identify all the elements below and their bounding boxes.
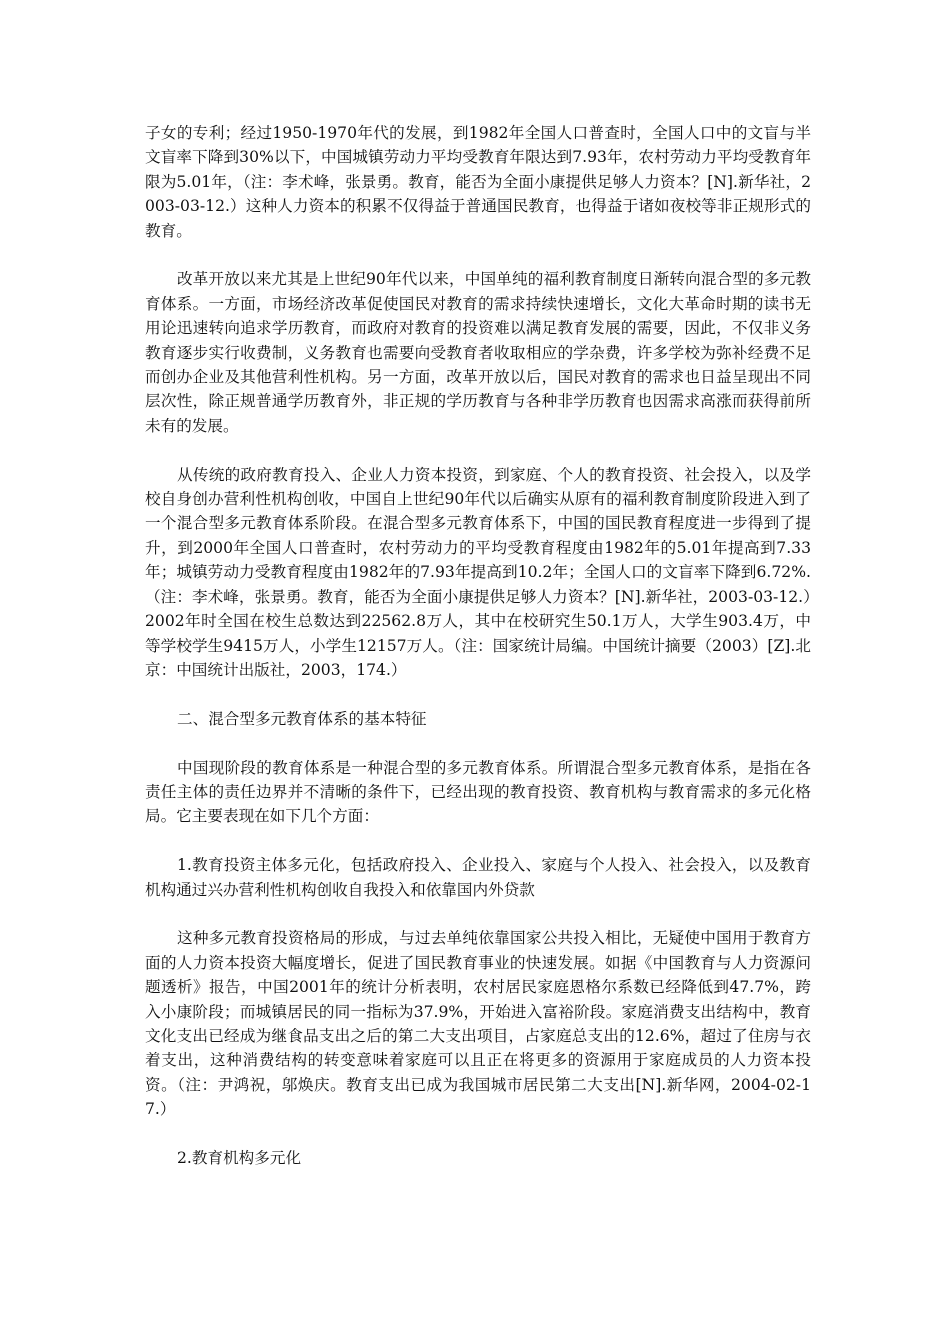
paragraph-household-spending: 这种多元教育投资格局的形成，与过去单纯依靠国家公共投入相比，无疑使中国用于教育方面的人力资本投资大幅度增长，促进了国民教育事业的快速发展。如据《中国教育与人力资源问题透析》报告，中国2001年的统计分析表明，农村居民家庭恩格尔系数已经降低到47.7%，跨入小康阶段；而城镇居民的同一指标为37.9%，开始进入富裕阶段。家庭消费支出结构中，教育文化支出已经成为继食品支出之后的第二大支出项目，占家庭总支出的12.6%，超过了住房与衣着支出，这种消费结构的转变意味着家庭可以且正在将更多的资源用于家庭成员的人力资本投资。（注：尹鸿祝，邬焕庆。教育支出已成为我国城市居民第二大支出[N].新华网，2004-02-17.）	[145, 929, 811, 1119]
section-heading-basic-features: 二、混合型多元教育体系的基本特征	[177, 709, 427, 728]
paragraph-investment-stages: 从传统的政府教育投入、企业人力资本投资，到家庭、个人的教育投资、社会投入，以及学校自身创办营利性机构创收，中国自上世纪90年代以后确实从原有的福利教育制度阶段进入到了一个混合型多元教育体系阶段。在混合型多元教育体系下，中国的国民教育程度进一步得到了提升，到2000年全国人口普查时，农村劳动力的平均受教育程度由1982年的5.01年提高到7.33年；城镇劳动力受教育程度由1982年的7.93年提高到10.2年；全国人口的文盲率下降到6.72%.（注：李术峰，张景勇。教育，能否为全面小康提供足够人力资本？[N].新华社，2003-03-12.）2002年时全国在校生总数达到22562.8万人，其中在校研究生50.1万人，大学生903.4万，中等学校学生9415万人，小学生12157万人。（注：国家统计局编。中国统计摘要（2003）[Z].北京：中国统计出版社，2003，174.）	[145, 465, 811, 679]
paragraph-system-definition: 中国现阶段的教育体系是一种混合型的多元教育体系。所谓混合型多元教育体系，是指在各责任主体的责任边界并不清晰的条件下，已经出现的教育投资、教育机构与教育需求的多元化格局。它主要表现在如下几个方面：	[145, 758, 811, 826]
paragraph-continuation: 子女的专利；经过1950-1970年代的发展，到1982年全国人口普查时，全国人口中的文盲与半文盲率下降到30%以下，中国城镇劳动力平均受教育年限达到7.93年，农村劳动力平均受教育年限为5.01年，（注：李术峰，张景勇。教育，能否为全面小康提供足够人力资本？[N].新华社，2003-03-12.）这种人力资本的积累不仅得益于普通国民教育，也得益于诸如夜校等非正规形式的教育。	[145, 124, 811, 240]
paragraph-reform-opening: 改革开放以来尤其是上世纪90年代以来，中国单纯的福利教育制度日渐转向混合型的多元教育体系。一方面，市场经济改革促使国民对教育的需求持续快速增长，文化大革命时期的读书无用论迅速转向追求学历教育，而政府对教育的投资难以满足教育发展的需要，因此，不仅非义务教育逐步实行收费制，义务教育也需要向受教育者收取相应的学杂费，许多学校为弥补经费不足而创办企业及其他营利性机构。另一方面，改革开放以后，国民对教育的需求也日益呈现出不同层次性，除正规普通学历教育外，非正规的学历教育与各种非学历教育也因需求高涨而获得前所未有的发展。	[145, 270, 811, 435]
document-page	[145, 121, 811, 1195]
subheading-investment-diversification: 1.教育投资主体多元化，包括政府投入、企业投入、家庭与个人投入、社会投入，以及教育机构通过兴办营利性机构创收自我投入和依靠国内外贷款	[145, 856, 811, 899]
subheading-institution-diversification: 2.教育机构多元化	[177, 1148, 302, 1167]
